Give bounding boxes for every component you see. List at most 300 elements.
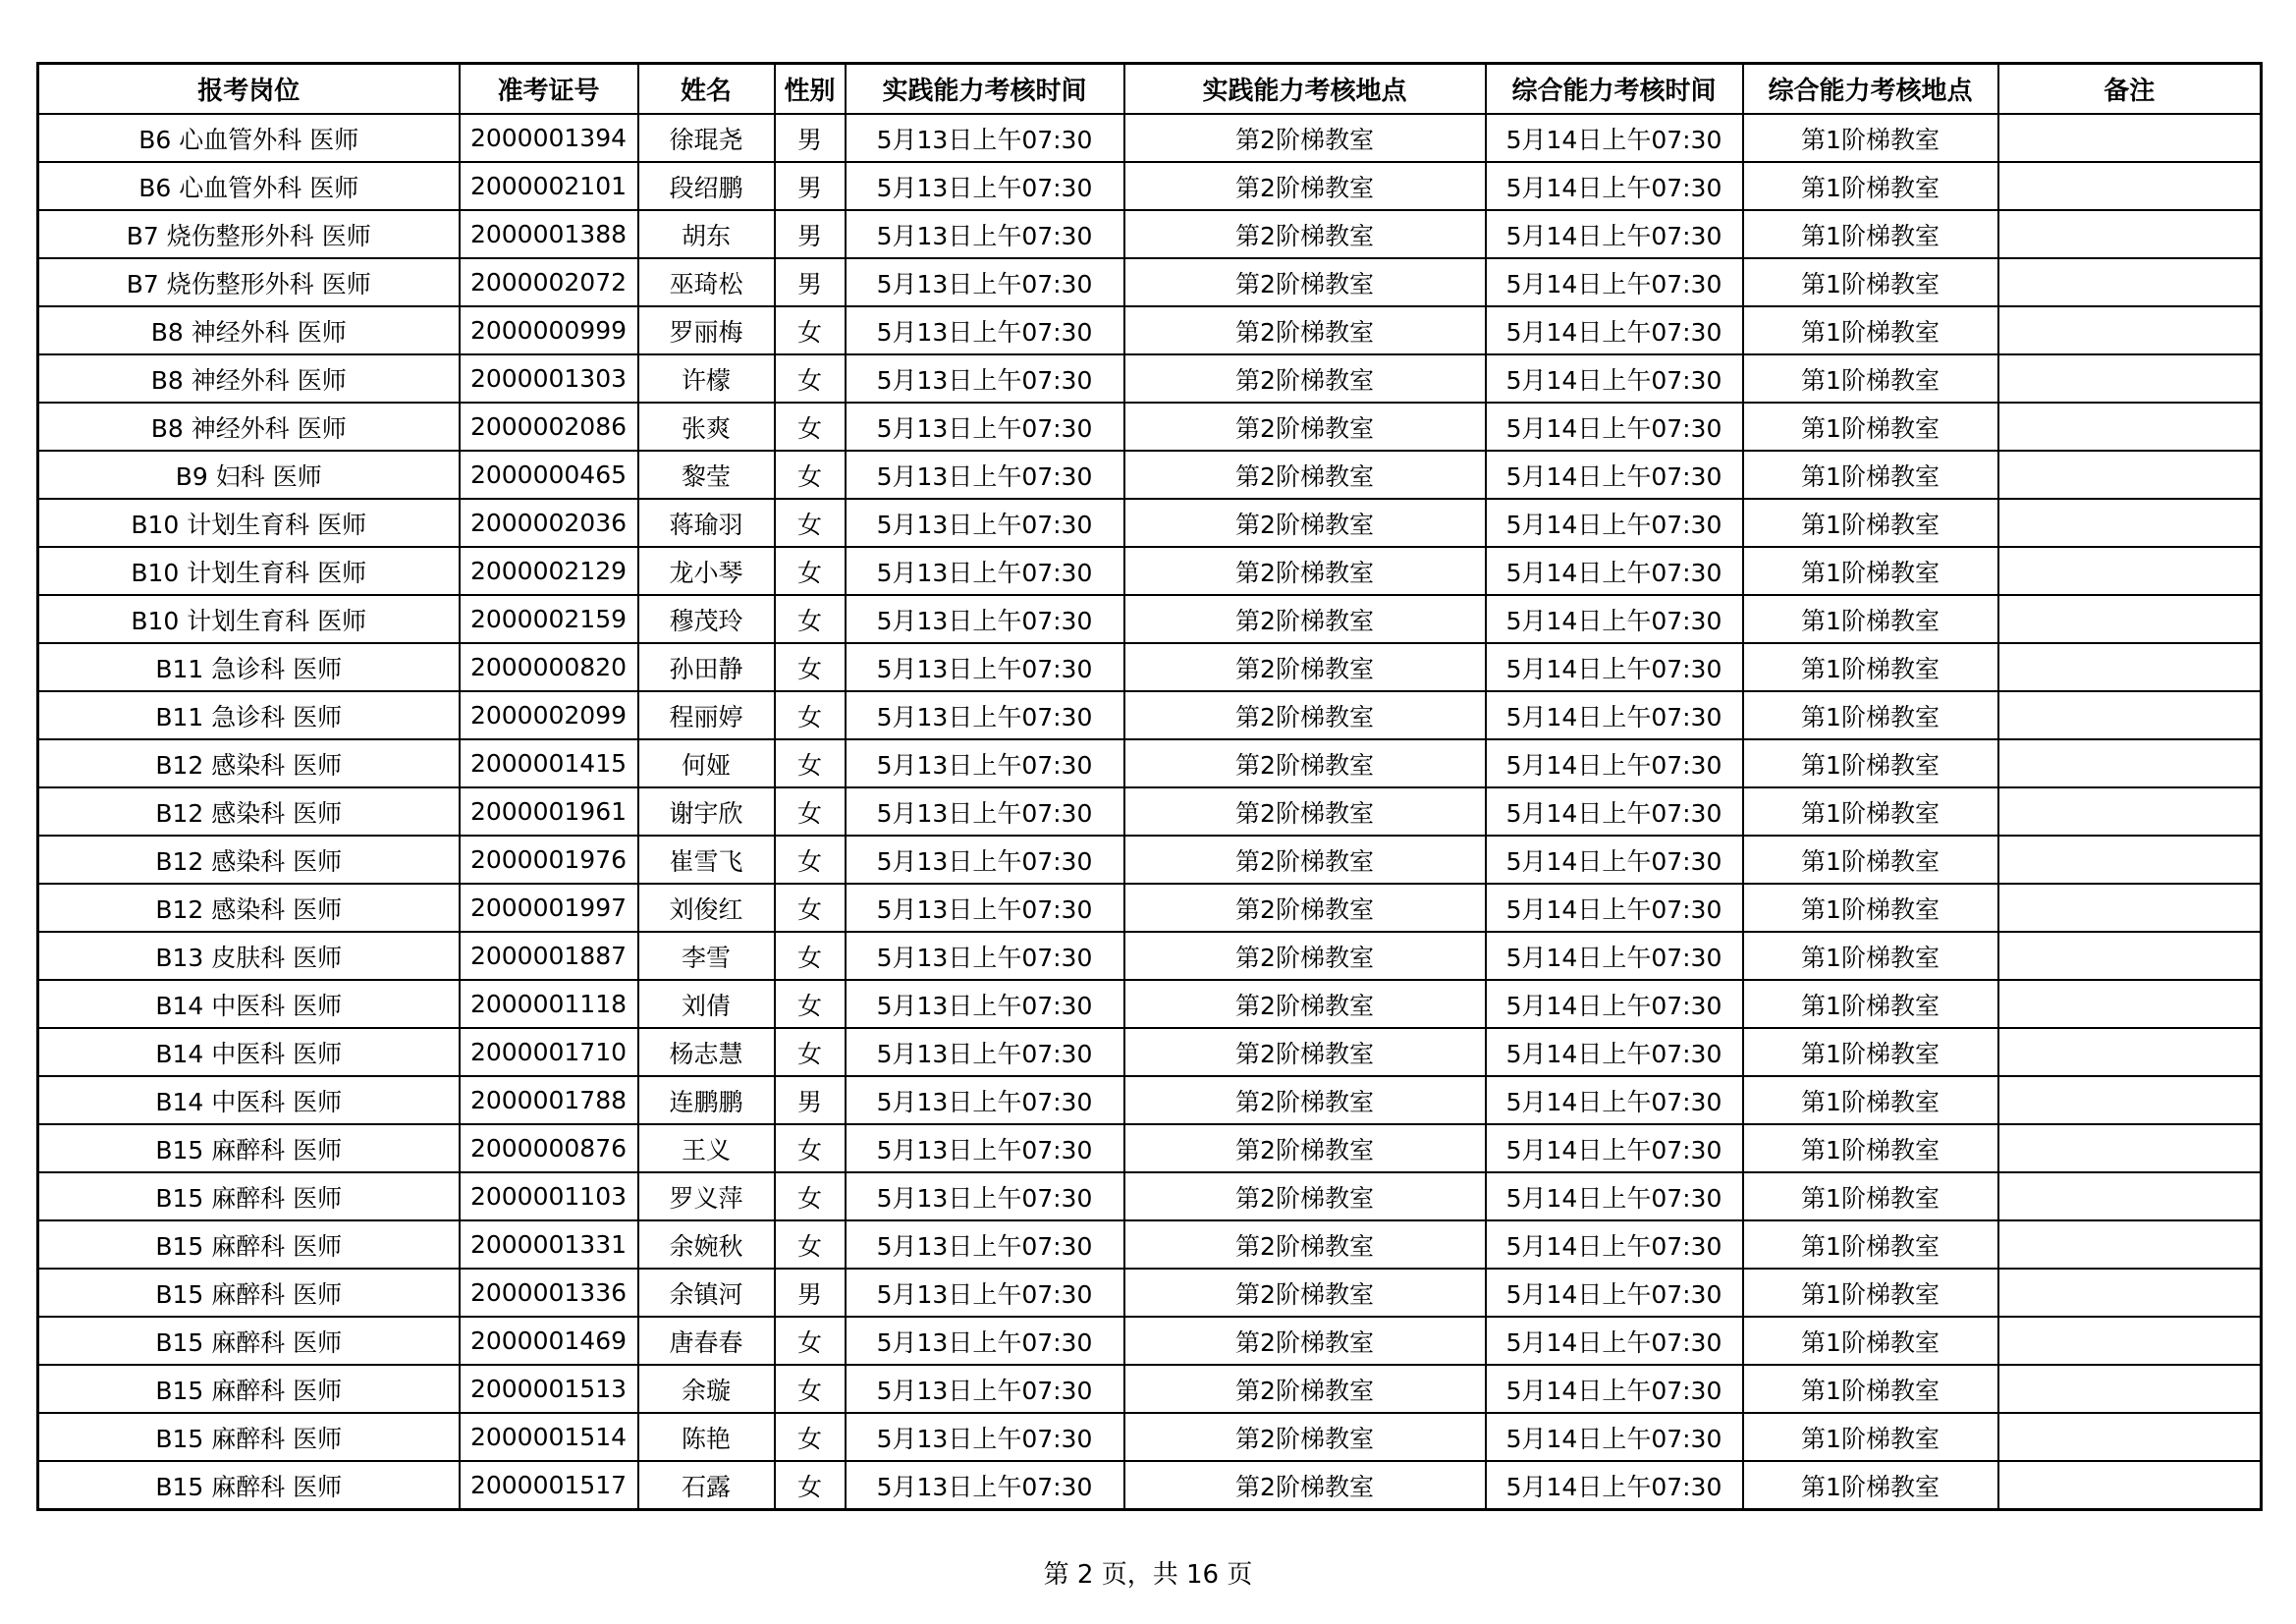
col-remarks-cell <box>1998 403 2262 451</box>
col-remarks-cell <box>1998 1220 2262 1269</box>
col-ticket-number-cell: 2000001710 <box>460 1028 638 1076</box>
col-practice-location-cell: 第2阶梯教室 <box>1124 1365 1486 1413</box>
col-position-cell: B6 心血管外科 医师 <box>38 114 460 162</box>
table-row <box>38 258 2262 306</box>
col-gender-cell: 女 <box>775 980 846 1028</box>
col-practice-time-cell: 5月13日上午07:30 <box>846 258 1124 306</box>
col-practice-time-cell: 5月13日上午07:30 <box>846 1124 1124 1172</box>
col-remarks-cell <box>1998 354 2262 403</box>
col-name-cell: 罗丽梅 <box>638 306 775 354</box>
col-position-cell: B15 麻醉科 医师 <box>38 1172 460 1220</box>
col-ticket-number-cell: 2000001961 <box>460 787 638 836</box>
exam-schedule-table <box>36 62 2263 1511</box>
col-practice-location-cell: 第2阶梯教室 <box>1124 1269 1486 1317</box>
col-name-cell: 唐春春 <box>638 1317 775 1365</box>
col-general-time-cell: 5月14日上午07:30 <box>1486 1269 1743 1317</box>
col-general-time-cell: 5月14日上午07:30 <box>1486 1076 1743 1124</box>
col-name-cell: 龙小琴 <box>638 547 775 595</box>
table-row <box>38 1365 2262 1413</box>
col-practice-time-cell: 5月13日上午07:30 <box>846 354 1124 403</box>
col-general-time-cell: 5月14日上午07:30 <box>1486 258 1743 306</box>
col-name-cell: 孙田静 <box>638 643 775 691</box>
col-ticket-number-cell: 2000001118 <box>460 980 638 1028</box>
col-name-cell: 黎莹 <box>638 451 775 499</box>
col-ticket-number-cell: 2000000999 <box>460 306 638 354</box>
col-position-cell: B15 麻醉科 医师 <box>38 1413 460 1461</box>
col-general-time-cell: 5月14日上午07:30 <box>1486 354 1743 403</box>
col-practice-time-cell: 5月13日上午07:30 <box>846 451 1124 499</box>
col-practice-location-cell: 第2阶梯教室 <box>1124 451 1486 499</box>
col-gender-cell: 女 <box>775 739 846 787</box>
col-practice-time-cell: 5月13日上午07:30 <box>846 1317 1124 1365</box>
col-general-time-cell: 5月14日上午07:30 <box>1486 1124 1743 1172</box>
col-name-cell: 杨志慧 <box>638 1028 775 1076</box>
col-practice-time-cell: 5月13日上午07:30 <box>846 547 1124 595</box>
col-gender-cell: 女 <box>775 1317 846 1365</box>
col-general-location-cell: 第1阶梯教室 <box>1743 210 1998 258</box>
col-gender-cell: 女 <box>775 354 846 403</box>
col-general-time-cell: 5月14日上午07:30 <box>1486 499 1743 547</box>
col-gender-cell: 女 <box>775 691 846 739</box>
page-number: 第 2 页，共 16 页 <box>1043 1560 1253 1590</box>
col-practice-time-cell: 5月13日上午07:30 <box>846 595 1124 643</box>
table-row <box>38 1172 2262 1220</box>
col-practice-time-cell: 5月13日上午07:30 <box>846 691 1124 739</box>
col-remarks-cell <box>1998 1461 2262 1510</box>
col-general-time-cell: 5月14日上午07:30 <box>1486 980 1743 1028</box>
col-practice-location-cell: 第2阶梯教室 <box>1124 836 1486 884</box>
col-practice-location-cell: 第2阶梯教室 <box>1124 980 1486 1028</box>
col-practice-time-cell: 5月13日上午07:30 <box>846 499 1124 547</box>
col-ticket-number-cell: 2000001415 <box>460 739 638 787</box>
col-practice-location-cell: 第2阶梯教室 <box>1124 162 1486 210</box>
col-ticket-number-cell: 2000002159 <box>460 595 638 643</box>
col-position-cell: B10 计划生育科 医师 <box>38 595 460 643</box>
col-name-cell: 胡东 <box>638 210 775 258</box>
table-row <box>38 739 2262 787</box>
col-general-location-cell: 第1阶梯教室 <box>1743 1172 1998 1220</box>
col-ticket-number-cell: 2000000465 <box>460 451 638 499</box>
col-practice-time-cell: 5月13日上午07:30 <box>846 643 1124 691</box>
col-position-cell: B7 烧伤整形外科 医师 <box>38 258 460 306</box>
col-remarks-cell <box>1998 306 2262 354</box>
col-practice-time-cell: 5月13日上午07:30 <box>846 1365 1124 1413</box>
col-ticket-number-cell: 2000002072 <box>460 258 638 306</box>
col-name-cell: 徐琨尧 <box>638 114 775 162</box>
col-practice-location-cell: 第2阶梯教室 <box>1124 114 1486 162</box>
header-col-name: 姓名 <box>638 64 775 115</box>
col-ticket-number-cell: 2000001997 <box>460 884 638 932</box>
col-practice-location-cell: 第2阶梯教室 <box>1124 595 1486 643</box>
col-name-cell: 何娅 <box>638 739 775 787</box>
col-ticket-number-cell: 2000001514 <box>460 1413 638 1461</box>
col-general-location-cell: 第1阶梯教室 <box>1743 162 1998 210</box>
col-gender-cell: 女 <box>775 306 846 354</box>
col-practice-time-cell: 5月13日上午07:30 <box>846 114 1124 162</box>
col-gender-cell: 女 <box>775 595 846 643</box>
col-ticket-number-cell: 2000001103 <box>460 1172 638 1220</box>
col-position-cell: B15 麻醉科 医师 <box>38 1124 460 1172</box>
col-position-cell: B7 烧伤整形外科 医师 <box>38 210 460 258</box>
col-general-time-cell: 5月14日上午07:30 <box>1486 787 1743 836</box>
col-position-cell: B14 中医科 医师 <box>38 1076 460 1124</box>
header-col-remarks: 备注 <box>1998 64 2262 115</box>
col-general-location-cell: 第1阶梯教室 <box>1743 354 1998 403</box>
col-general-time-cell: 5月14日上午07:30 <box>1486 739 1743 787</box>
col-ticket-number-cell: 2000001394 <box>460 114 638 162</box>
col-gender-cell: 女 <box>775 403 846 451</box>
col-remarks-cell <box>1998 932 2262 980</box>
col-general-location-cell: 第1阶梯教室 <box>1743 980 1998 1028</box>
col-gender-cell: 女 <box>775 1413 846 1461</box>
col-remarks-cell <box>1998 1076 2262 1124</box>
col-general-location-cell: 第1阶梯教室 <box>1743 1317 1998 1365</box>
col-gender-cell: 女 <box>775 1172 846 1220</box>
col-remarks-cell <box>1998 787 2262 836</box>
col-position-cell: B12 感染科 医师 <box>38 787 460 836</box>
table-row <box>38 354 2262 403</box>
col-name-cell: 连鹏鹏 <box>638 1076 775 1124</box>
col-general-time-cell: 5月14日上午07:30 <box>1486 1461 1743 1510</box>
col-name-cell: 石露 <box>638 1461 775 1510</box>
col-remarks-cell <box>1998 114 2262 162</box>
table-row <box>38 836 2262 884</box>
col-position-cell: B15 麻醉科 医师 <box>38 1365 460 1413</box>
col-position-cell: B8 神经外科 医师 <box>38 306 460 354</box>
col-remarks-cell <box>1998 1028 2262 1076</box>
col-gender-cell: 女 <box>775 547 846 595</box>
col-name-cell: 陈艳 <box>638 1413 775 1461</box>
col-ticket-number-cell: 2000002129 <box>460 547 638 595</box>
col-remarks-cell <box>1998 643 2262 691</box>
col-remarks-cell <box>1998 1365 2262 1413</box>
col-gender-cell: 女 <box>775 836 846 884</box>
col-name-cell: 张爽 <box>638 403 775 451</box>
table-row <box>38 932 2262 980</box>
table-row <box>38 114 2262 162</box>
col-practice-location-cell: 第2阶梯教室 <box>1124 739 1486 787</box>
col-general-location-cell: 第1阶梯教室 <box>1743 258 1998 306</box>
table-row <box>38 787 2262 836</box>
col-name-cell: 谢宇欣 <box>638 787 775 836</box>
col-name-cell: 李雪 <box>638 932 775 980</box>
col-practice-location-cell: 第2阶梯教室 <box>1124 354 1486 403</box>
table-row <box>38 643 2262 691</box>
table-row <box>38 162 2262 210</box>
col-general-location-cell: 第1阶梯教室 <box>1743 1365 1998 1413</box>
col-remarks-cell <box>1998 836 2262 884</box>
col-position-cell: B15 麻醉科 医师 <box>38 1220 460 1269</box>
col-name-cell: 余璇 <box>638 1365 775 1413</box>
col-general-location-cell: 第1阶梯教室 <box>1743 836 1998 884</box>
col-position-cell: B13 皮肤科 医师 <box>38 932 460 980</box>
header-col-general-time: 综合能力考核时间 <box>1486 64 1743 115</box>
col-practice-location-cell: 第2阶梯教室 <box>1124 1413 1486 1461</box>
col-general-time-cell: 5月14日上午07:30 <box>1486 451 1743 499</box>
col-remarks-cell <box>1998 162 2262 210</box>
col-ticket-number-cell: 2000001336 <box>460 1269 638 1317</box>
col-general-time-cell: 5月14日上午07:30 <box>1486 162 1743 210</box>
col-ticket-number-cell: 2000001976 <box>460 836 638 884</box>
col-gender-cell: 女 <box>775 1220 846 1269</box>
table-row <box>38 499 2262 547</box>
col-general-location-cell: 第1阶梯教室 <box>1743 1461 1998 1510</box>
table-row <box>38 403 2262 451</box>
col-general-time-cell: 5月14日上午07:30 <box>1486 1028 1743 1076</box>
col-gender-cell: 女 <box>775 1365 846 1413</box>
col-general-location-cell: 第1阶梯教室 <box>1743 1220 1998 1269</box>
col-practice-location-cell: 第2阶梯教室 <box>1124 1220 1486 1269</box>
col-gender-cell: 女 <box>775 1028 846 1076</box>
table-row <box>38 1124 2262 1172</box>
col-remarks-cell <box>1998 1269 2262 1317</box>
col-remarks-cell <box>1998 499 2262 547</box>
col-practice-time-cell: 5月13日上午07:30 <box>846 836 1124 884</box>
table-row <box>38 1269 2262 1317</box>
col-practice-time-cell: 5月13日上午07:30 <box>846 1413 1124 1461</box>
col-general-time-cell: 5月14日上午07:30 <box>1486 884 1743 932</box>
table-body <box>38 114 2262 1510</box>
col-general-time-cell: 5月14日上午07:30 <box>1486 1172 1743 1220</box>
col-name-cell: 程丽婷 <box>638 691 775 739</box>
table-row <box>38 547 2262 595</box>
table-row <box>38 1317 2262 1365</box>
col-remarks-cell <box>1998 258 2262 306</box>
col-practice-location-cell: 第2阶梯教室 <box>1124 1172 1486 1220</box>
col-general-location-cell: 第1阶梯教室 <box>1743 499 1998 547</box>
col-general-location-cell: 第1阶梯教室 <box>1743 114 1998 162</box>
col-practice-location-cell: 第2阶梯教室 <box>1124 1076 1486 1124</box>
table-row <box>38 1076 2262 1124</box>
col-ticket-number-cell: 2000001388 <box>460 210 638 258</box>
col-general-time-cell: 5月14日上午07:30 <box>1486 932 1743 980</box>
col-general-time-cell: 5月14日上午07:30 <box>1486 1317 1743 1365</box>
col-general-location-cell: 第1阶梯教室 <box>1743 595 1998 643</box>
col-gender-cell: 女 <box>775 932 846 980</box>
table-row <box>38 691 2262 739</box>
col-general-time-cell: 5月14日上午07:30 <box>1486 306 1743 354</box>
col-gender-cell: 女 <box>775 1461 846 1510</box>
col-general-time-cell: 5月14日上午07:30 <box>1486 1413 1743 1461</box>
col-general-time-cell: 5月14日上午07:30 <box>1486 403 1743 451</box>
col-practice-time-cell: 5月13日上午07:30 <box>846 787 1124 836</box>
col-ticket-number-cell: 2000002036 <box>460 499 638 547</box>
col-general-time-cell: 5月14日上午07:30 <box>1486 547 1743 595</box>
col-name-cell: 刘俊红 <box>638 884 775 932</box>
col-ticket-number-cell: 2000001887 <box>460 932 638 980</box>
col-practice-location-cell: 第2阶梯教室 <box>1124 884 1486 932</box>
col-gender-cell: 女 <box>775 451 846 499</box>
col-gender-cell: 男 <box>775 1269 846 1317</box>
col-practice-location-cell: 第2阶梯教室 <box>1124 1124 1486 1172</box>
col-remarks-cell <box>1998 739 2262 787</box>
col-general-time-cell: 5月14日上午07:30 <box>1486 836 1743 884</box>
col-practice-time-cell: 5月13日上午07:30 <box>846 884 1124 932</box>
col-ticket-number-cell: 2000001331 <box>460 1220 638 1269</box>
table-row <box>38 306 2262 354</box>
col-general-location-cell: 第1阶梯教室 <box>1743 787 1998 836</box>
col-general-time-cell: 5月14日上午07:30 <box>1486 595 1743 643</box>
col-practice-location-cell: 第2阶梯教室 <box>1124 1461 1486 1510</box>
col-general-location-cell: 第1阶梯教室 <box>1743 932 1998 980</box>
col-ticket-number-cell: 2000001788 <box>460 1076 638 1124</box>
col-practice-location-cell: 第2阶梯教室 <box>1124 403 1486 451</box>
col-practice-location-cell: 第2阶梯教室 <box>1124 1317 1486 1365</box>
col-remarks-cell <box>1998 595 2262 643</box>
col-name-cell: 罗义萍 <box>638 1172 775 1220</box>
col-position-cell: B14 中医科 医师 <box>38 980 460 1028</box>
table-row <box>38 980 2262 1028</box>
col-remarks-cell <box>1998 1413 2262 1461</box>
col-name-cell: 刘倩 <box>638 980 775 1028</box>
header-col-practice-time: 实践能力考核时间 <box>846 64 1124 115</box>
col-practice-time-cell: 5月13日上午07:30 <box>846 162 1124 210</box>
col-general-location-cell: 第1阶梯教室 <box>1743 547 1998 595</box>
col-name-cell: 崔雪飞 <box>638 836 775 884</box>
col-remarks-cell <box>1998 980 2262 1028</box>
col-position-cell: B8 神经外科 医师 <box>38 403 460 451</box>
col-general-time-cell: 5月14日上午07:30 <box>1486 114 1743 162</box>
col-general-time-cell: 5月14日上午07:30 <box>1486 1365 1743 1413</box>
col-practice-time-cell: 5月13日上午07:30 <box>846 739 1124 787</box>
col-gender-cell: 男 <box>775 210 846 258</box>
table-row <box>38 1413 2262 1461</box>
col-position-cell: B6 心血管外科 医师 <box>38 162 460 210</box>
col-name-cell: 穆茂玲 <box>638 595 775 643</box>
col-name-cell: 许檬 <box>638 354 775 403</box>
col-position-cell: B11 急诊科 医师 <box>38 643 460 691</box>
col-general-time-cell: 5月14日上午07:30 <box>1486 643 1743 691</box>
col-practice-time-cell: 5月13日上午07:30 <box>846 306 1124 354</box>
col-general-time-cell: 5月14日上午07:30 <box>1486 691 1743 739</box>
col-general-location-cell: 第1阶梯教室 <box>1743 1076 1998 1124</box>
col-general-location-cell: 第1阶梯教室 <box>1743 1124 1998 1172</box>
table-row <box>38 1461 2262 1510</box>
col-gender-cell: 女 <box>775 1124 846 1172</box>
col-practice-time-cell: 5月13日上午07:30 <box>846 980 1124 1028</box>
col-general-time-cell: 5月14日上午07:30 <box>1486 1220 1743 1269</box>
header-col-practice-location: 实践能力考核地点 <box>1124 64 1486 115</box>
col-position-cell: B9 妇科 医师 <box>38 451 460 499</box>
col-gender-cell: 女 <box>775 499 846 547</box>
table-row <box>38 451 2262 499</box>
col-practice-location-cell: 第2阶梯教室 <box>1124 787 1486 836</box>
col-position-cell: B12 感染科 医师 <box>38 884 460 932</box>
header-col-general-location: 综合能力考核地点 <box>1743 64 1998 115</box>
col-position-cell: B15 麻醉科 医师 <box>38 1269 460 1317</box>
col-ticket-number-cell: 2000001469 <box>460 1317 638 1365</box>
col-position-cell: B8 神经外科 医师 <box>38 354 460 403</box>
col-gender-cell: 女 <box>775 787 846 836</box>
col-name-cell: 巫琦松 <box>638 258 775 306</box>
col-remarks-cell <box>1998 210 2262 258</box>
col-gender-cell: 男 <box>775 162 846 210</box>
col-name-cell: 余镇河 <box>638 1269 775 1317</box>
col-practice-time-cell: 5月13日上午07:30 <box>846 1076 1124 1124</box>
col-practice-time-cell: 5月13日上午07:30 <box>846 1028 1124 1076</box>
col-position-cell: B14 中医科 医师 <box>38 1028 460 1076</box>
col-practice-location-cell: 第2阶梯教室 <box>1124 258 1486 306</box>
col-gender-cell: 女 <box>775 884 846 932</box>
col-general-location-cell: 第1阶梯教室 <box>1743 739 1998 787</box>
col-ticket-number-cell: 2000001303 <box>460 354 638 403</box>
col-ticket-number-cell: 2000002086 <box>460 403 638 451</box>
col-practice-time-cell: 5月13日上午07:30 <box>846 932 1124 980</box>
col-position-cell: B11 急诊科 医师 <box>38 691 460 739</box>
col-gender-cell: 男 <box>775 1076 846 1124</box>
col-name-cell: 余婉秋 <box>638 1220 775 1269</box>
col-practice-time-cell: 5月13日上午07:30 <box>846 403 1124 451</box>
col-practice-location-cell: 第2阶梯教室 <box>1124 643 1486 691</box>
col-gender-cell: 女 <box>775 643 846 691</box>
col-name-cell: 王义 <box>638 1124 775 1172</box>
col-position-cell: B15 麻醉科 医师 <box>38 1317 460 1365</box>
col-practice-location-cell: 第2阶梯教室 <box>1124 499 1486 547</box>
col-ticket-number-cell: 2000002101 <box>460 162 638 210</box>
col-practice-location-cell: 第2阶梯教室 <box>1124 691 1486 739</box>
col-position-cell: B12 感染科 医师 <box>38 739 460 787</box>
col-practice-time-cell: 5月13日上午07:30 <box>846 1269 1124 1317</box>
table-row <box>38 884 2262 932</box>
table-row <box>38 1028 2262 1076</box>
col-practice-time-cell: 5月13日上午07:30 <box>846 1461 1124 1510</box>
col-practice-location-cell: 第2阶梯教室 <box>1124 932 1486 980</box>
col-practice-location-cell: 第2阶梯教室 <box>1124 210 1486 258</box>
col-position-cell: B10 计划生育科 医师 <box>38 499 460 547</box>
col-practice-location-cell: 第2阶梯教室 <box>1124 1028 1486 1076</box>
col-gender-cell: 男 <box>775 114 846 162</box>
header-col-gender: 性别 <box>775 64 846 115</box>
col-remarks-cell <box>1998 547 2262 595</box>
col-name-cell: 段绍鹏 <box>638 162 775 210</box>
col-practice-time-cell: 5月13日上午07:30 <box>846 1220 1124 1269</box>
col-ticket-number-cell: 2000001513 <box>460 1365 638 1413</box>
col-general-location-cell: 第1阶梯教室 <box>1743 691 1998 739</box>
col-practice-location-cell: 第2阶梯教室 <box>1124 547 1486 595</box>
col-ticket-number-cell: 2000000820 <box>460 643 638 691</box>
col-general-location-cell: 第1阶梯教室 <box>1743 643 1998 691</box>
col-general-time-cell: 5月14日上午07:30 <box>1486 210 1743 258</box>
header-col-ticket-number: 准考证号 <box>460 64 638 115</box>
col-remarks-cell <box>1998 1317 2262 1365</box>
col-position-cell: B12 感染科 医师 <box>38 836 460 884</box>
table-row <box>38 595 2262 643</box>
col-general-location-cell: 第1阶梯教室 <box>1743 451 1998 499</box>
table-row <box>38 210 2262 258</box>
col-general-location-cell: 第1阶梯教室 <box>1743 1269 1998 1317</box>
col-position-cell: B15 麻醉科 医师 <box>38 1461 460 1510</box>
col-ticket-number-cell: 2000000876 <box>460 1124 638 1172</box>
col-general-location-cell: 第1阶梯教室 <box>1743 403 1998 451</box>
col-remarks-cell <box>1998 451 2262 499</box>
col-position-cell: B10 计划生育科 医师 <box>38 547 460 595</box>
col-practice-time-cell: 5月13日上午07:30 <box>846 1172 1124 1220</box>
col-general-location-cell: 第1阶梯教室 <box>1743 1028 1998 1076</box>
col-gender-cell: 男 <box>775 258 846 306</box>
col-ticket-number-cell: 2000001517 <box>460 1461 638 1510</box>
col-remarks-cell <box>1998 884 2262 932</box>
table-row <box>38 1220 2262 1269</box>
col-remarks-cell <box>1998 1124 2262 1172</box>
col-remarks-cell <box>1998 691 2262 739</box>
col-practice-location-cell: 第2阶梯教室 <box>1124 306 1486 354</box>
col-practice-time-cell: 5月13日上午07:30 <box>846 210 1124 258</box>
header-col-position: 报考岗位 <box>38 64 460 115</box>
col-general-location-cell: 第1阶梯教室 <box>1743 884 1998 932</box>
col-general-location-cell: 第1阶梯教室 <box>1743 1413 1998 1461</box>
col-remarks-cell <box>1998 1172 2262 1220</box>
col-general-location-cell: 第1阶梯教室 <box>1743 306 1998 354</box>
